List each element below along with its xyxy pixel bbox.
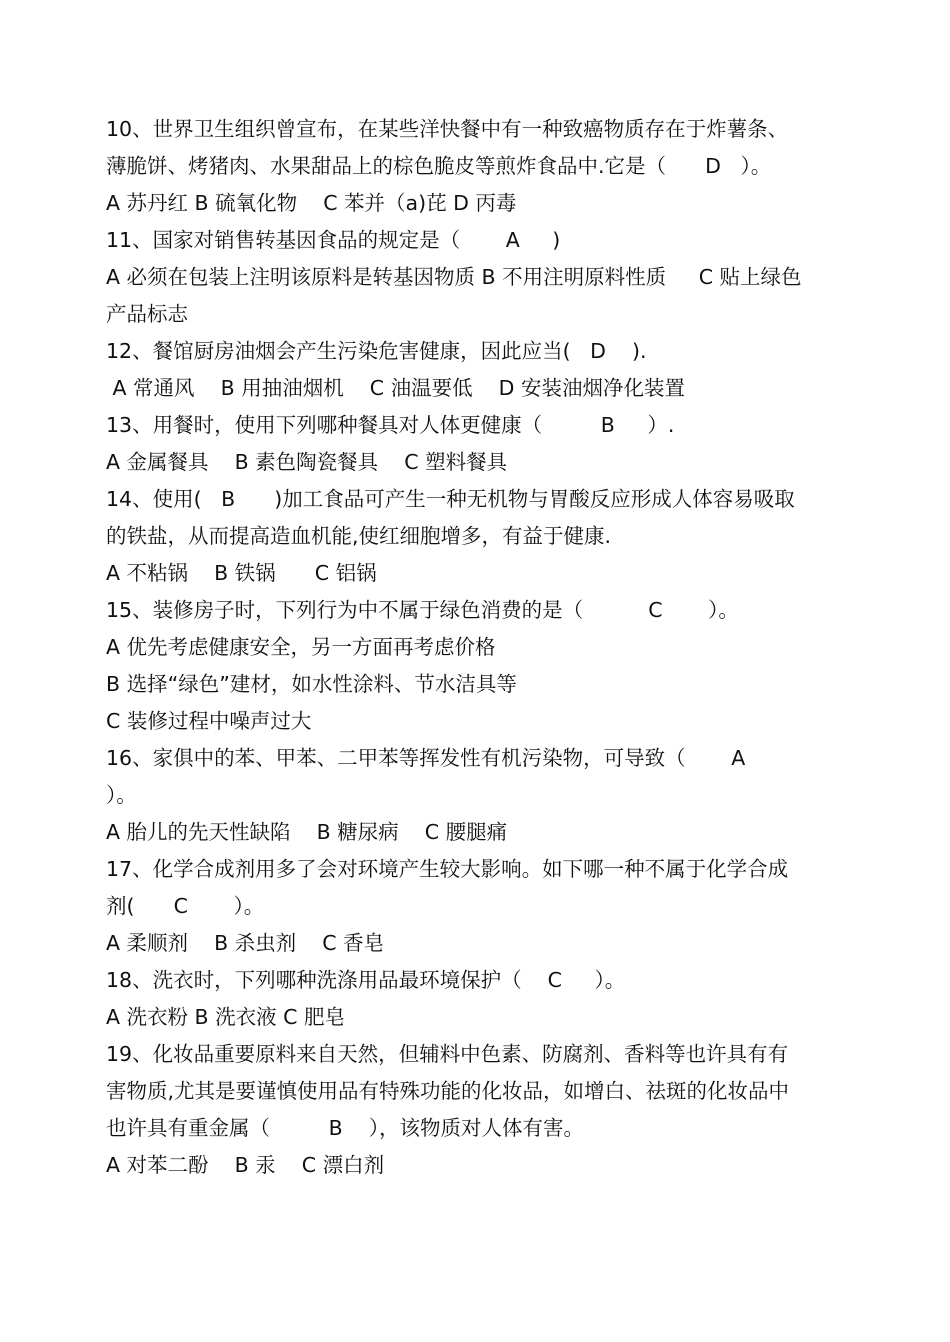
text-line: 14、使用( B )加工食品可产生一种无机物与胃酸反应形成人体容易吸取 (106, 487, 795, 511)
text-line: 19、化妆品重要原料来自天然，但辅料中色素、防腐剂、香料等也许具有有 (106, 1042, 789, 1066)
text-line: 12、餐馆厨房油烟会产生污染危害健康，因此应当( D ). (106, 339, 647, 363)
text-line: 薄脆饼、烤猪肉、水果甜品上的棕色脆皮等煎炸食品中.它是（ D ）。 (106, 154, 772, 178)
text-line: A 洗衣粉 B 洗衣液 C 肥皂 (106, 1005, 345, 1029)
text-line: A 必须在包装上注明该原料是转基因物质 B 不用注明原料性质 C 贴上绿色 (106, 265, 802, 289)
text-line: 18、洗衣时，下列哪种洗涤用品最环境保护（ C ）。 (106, 968, 626, 992)
text-line: A 不粘锅 B 铁锅 C 铝锅 (106, 561, 377, 585)
text-line: A 常通风 B 用抽油烟机 C 油温要低 D 安装油烟净化装置 (106, 376, 685, 400)
text-line: A 胎儿的先天性缺陷 B 糖尿病 C 腰腿痛 (106, 820, 508, 844)
text-line: A 金属餐具 B 素色陶瓷餐具 C 塑料餐具 (106, 450, 508, 474)
text-line: 15、装修房子时，下列行为中不属于绿色消费的是（ C ）。 (106, 598, 739, 622)
text-line: C 装修过程中噪声过大 (106, 709, 312, 733)
text-line: A 柔顺剂 B 杀虫剂 C 香皂 (106, 931, 385, 955)
text-line: 10、世界卫生组织曾宣布，在某些洋快餐中有一种致癌物质存在于炸薯条、 (106, 117, 789, 141)
question-list (106, 111, 846, 1184)
text-line: 也许具有重金属（ B ），该物质对人体有害。 (106, 1116, 585, 1140)
text-line: B 选择“绿色”建材，如水性涂料、节水洁具等 (106, 672, 517, 696)
text-line: 11、国家对销售转基因食品的规定是（ A ) (106, 228, 561, 252)
text-line: ）。 (106, 783, 137, 807)
text-line: A 对苯二酚 B 汞 C 漂白剂 (106, 1153, 385, 1177)
text-line: 16、家俱中的苯、甲苯、二甲苯等挥发性有机污染物，可导致（ A (106, 746, 746, 770)
text-line: A 苏丹红 B 硫氧化物 C 苯并（a)芘 D 丙毒 (106, 191, 517, 215)
text-line: 13、用餐时，使用下列哪种餐具对人体更健康（ B ）. (106, 413, 675, 437)
text-line: 产品标志 (106, 302, 188, 326)
text-line: A 优先考虑健康安全，另一方面再考虑价格 (106, 635, 496, 659)
text-line: 剂( C ）。 (106, 894, 265, 918)
text-line: 17、化学合成剂用多了会对环境产生较大影响。如下哪一种不属于化学合成 (106, 857, 789, 881)
text-line: 害物质,尤其是要谨慎使用品有特殊功能的化妆品，如增白、祛斑的化妆品中 (106, 1079, 790, 1103)
text-line: 的铁盐，从而提高造血机能,使红细胞增多，有益于健康. (106, 524, 612, 548)
